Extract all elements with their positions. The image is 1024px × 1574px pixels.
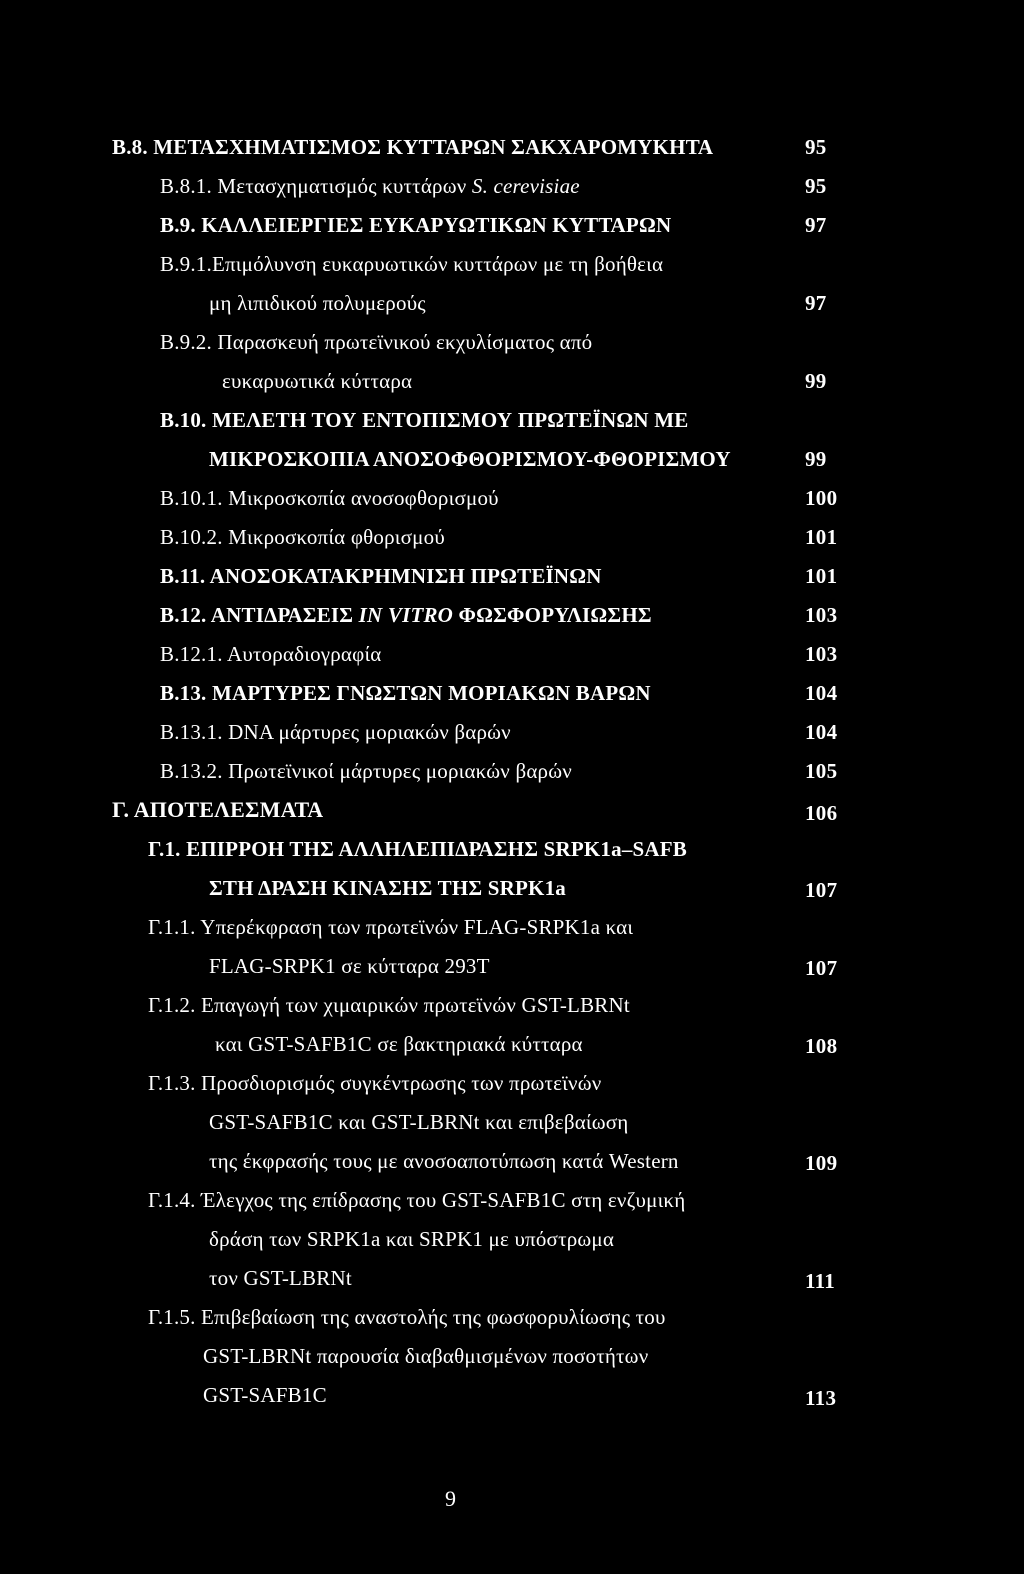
toc-entry-text: ΦΩΣΦΟΡΥΛΙΩΣΗΣ	[453, 603, 652, 627]
toc-entry-b8: Β.8. ΜΕΤΑΣΧΗΜΑΤΙΣΜΟΣ ΚΥΤΤΑΡΩΝ ΣΑΚΧΑΡΟΜΥΚΗΤΑ	[112, 135, 714, 159]
toc-page-b9-1: 97	[805, 291, 827, 315]
toc-page-b13-2: 105	[805, 759, 838, 783]
toc-page-g1-5: 113	[805, 1386, 837, 1410]
toc-entry-g1-1: Γ.1.1. Υπερέκφραση των πρωτεϊνών FLAG-SRPK1a και	[148, 915, 634, 939]
toc-entry-g1-4-cont2: τον GST-LBRNt	[209, 1266, 352, 1290]
toc-entry-g1-3-cont1: GST-SAFB1C και GST-LBRNt και επιβεβαίωση	[209, 1110, 629, 1134]
toc-entry-g1-3-cont2: της έκφρασής τους με ανοσοαποτύπωση κατά Western	[209, 1149, 679, 1173]
toc-entry-g: Γ. ΑΠΟΤΕΛΕΣΜΑΤΑ	[112, 797, 324, 822]
toc-page-g1-3: 109	[805, 1151, 838, 1175]
toc-entry-b10-cont: ΜΙΚΡΟΣΚΟΠΙΑ ΑΝΟΣΟΦΘΟΡΙΣΜΟΥ-ΦΘΟΡΙΣΜΟΥ	[209, 447, 731, 471]
toc-entry-b13-1: Β.13.1. DNA μάρτυρες μοριακών βαρών	[160, 720, 511, 744]
toc-entry-g1-4-cont1: δράση των SRPK1a και SRPK1 με υπόστρωμα	[209, 1227, 615, 1251]
toc-entry-text: Β.12. ΑΝΤΙΔΡΑΣΕΙΣ	[160, 603, 359, 627]
toc-entry-g1-4: Γ.1.4. Έλεγχος της επίδρασης του GST-SAFB1C στη ενζυμική	[148, 1188, 686, 1212]
toc-entry-italic: IN VITRO	[358, 603, 454, 627]
toc-entry-b9-2: Β.9.2. Παρασκευή πρωτεϊνικού εκχυλίσματος από	[160, 330, 593, 354]
toc-entry-g1-2: Γ.1.2. Επαγωγή των χιμαιρικών πρωτεϊνών GST-LBRNt	[148, 993, 630, 1017]
toc-entry-b12	[160, 602, 652, 628]
toc-page-g1: 107	[805, 878, 838, 902]
toc-entry-text: Β.8.1. Μετασχηματισμός κυττάρων	[160, 174, 472, 198]
toc-entry-b9-1-cont: μη λιπιδικού πολυμερούς	[209, 291, 426, 315]
toc-entry-g1-3: Γ.1.3. Προσδιορισμός συγκέντρωσης των πρωτεϊνών	[148, 1071, 602, 1095]
toc-page-b13: 104	[805, 681, 838, 705]
toc-page-b12: 103	[805, 603, 838, 627]
toc-entry-g1-cont: ΣΤΗ ΔΡΑΣΗ ΚΙΝΑΣΗΣ ΤΗΣ SRPK1a	[209, 876, 566, 900]
toc-page-b10-2: 101	[805, 525, 838, 549]
toc-entry-b8-1	[160, 173, 580, 199]
toc-entry-b9-2-cont: ευκαρυωτικά κύτταρα	[222, 369, 413, 393]
toc-entry-g1-5: Γ.1.5. Επιβεβαίωση της αναστολής της φωσφορυλίωσης του	[148, 1305, 666, 1329]
toc-page-g1-4: 111	[805, 1269, 836, 1293]
toc-page-b13-1: 104	[805, 720, 838, 744]
toc-entry-b13: Β.13. ΜΑΡΤΥΡΕΣ ΓΝΩΣΤΩΝ ΜΟΡΙΑΚΩΝ ΒΑΡΩΝ	[160, 681, 651, 705]
toc-entry-b10-2: Β.10.2. Μικροσκοπία φθορισμού	[160, 525, 445, 549]
toc-entry-b9-1: Β.9.1.Επιμόλυνση ευκαρυωτικών κυττάρων με τη βοήθεια	[160, 252, 664, 276]
page-number: 9	[445, 1486, 456, 1511]
toc-page-g1-2: 108	[805, 1034, 838, 1058]
toc-entry-b11: Β.11. ΑΝΟΣΟΚΑΤΑΚΡΗΜΝΙΣΗ ΠΡΩΤΕΪΝΩΝ	[160, 564, 602, 588]
toc-entry-g1-5-cont2: GST-SAFB1C	[203, 1383, 327, 1407]
toc-entry-g1: Γ.1. ΕΠΙΡΡΟΗ ΤΗΣ ΑΛΛΗΛΕΠΙΔΡΑΣΗΣ SRPK1a–SAFB	[148, 837, 688, 861]
toc-page-g: 106	[805, 801, 838, 825]
toc-entry-b10: Β.10. ΜΕΛΕΤΗ ΤΟΥ ΕΝΤΟΠΙΣΜΟΥ ΠΡΩΤΕΪΝΩΝ ΜΕ	[160, 408, 689, 432]
toc-entry-b9: Β.9. ΚΑΛΛΕΙΕΡΓΙΕΣ ΕΥΚΑΡΥΩΤΙΚΩΝ ΚΥΤΤΑΡΩΝ	[160, 213, 672, 237]
toc-entry-italic: S. cerevisiae	[471, 174, 580, 198]
toc-entry-b12-1: Β.12.1. Αυτοραδιογραφία	[160, 642, 382, 666]
toc-page-b11: 101	[805, 564, 838, 588]
toc-entry-b13-2: Β.13.2. Πρωτεϊνικοί μάρτυρες μοριακών βαρών	[160, 759, 572, 783]
toc-page-b12-1: 103	[805, 642, 838, 666]
toc-entry-g1-1-cont: FLAG-SRPK1 σε κύτταρα 293T	[209, 954, 490, 978]
toc-entry-g1-2-cont: και GST-SAFB1C σε βακτηριακά κύτταρα	[215, 1032, 583, 1056]
toc-page-b10: 99	[805, 447, 827, 471]
toc-page-b8-1: 95	[805, 174, 827, 198]
toc-page-b9-2: 99	[805, 369, 827, 393]
toc-entry-b10-1: Β.10.1. Μικροσκοπία ανοσοφθορισμού	[160, 486, 499, 510]
toc-entry-g1-5-cont1: GST-LBRNt παρουσία διαβαθμισμένων ποσοτήτων	[203, 1344, 649, 1368]
toc-page-b8: 95	[805, 135, 827, 159]
toc-page-g1-1: 107	[805, 956, 838, 980]
toc-page-b10-1: 100	[805, 486, 838, 510]
toc-page-b9: 97	[805, 213, 827, 237]
